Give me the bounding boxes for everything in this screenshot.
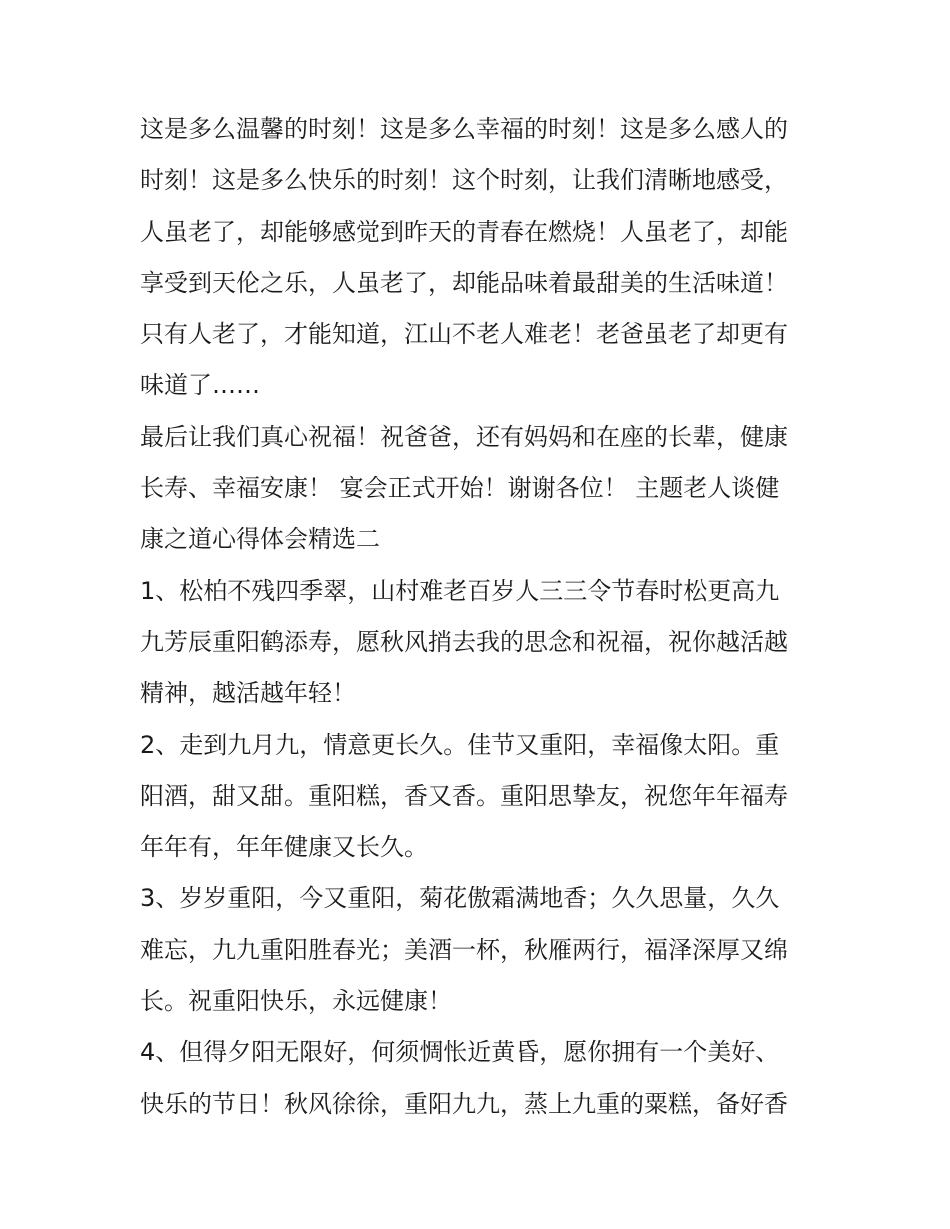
document-body (140, 104, 820, 1130)
text-line: 时刻！这是多么快乐的时刻！这个时刻，让我们清晰地感受， (140, 166, 788, 195)
text-line: 味道了…… (140, 371, 260, 400)
text-line: 人虽老了，却能够感觉到昨天的青春在燃烧！人虽老了，却能 (140, 217, 788, 246)
list-item-line: 精神，越活越年轻！ (140, 679, 356, 708)
text-line: 只有人老了，才能知道，江山不老人难老！老爸虽老了却更有 (140, 320, 788, 349)
list-item-line: 难忘，九九重阳胜春光；美酒一杯，秋雁两行，福泽深厚又绵 (140, 935, 788, 964)
list-item-line: 长。祝重阳快乐，永远健康！ (140, 987, 452, 1016)
list-item-line: 3、岁岁重阳，今又重阳，菊花傲霜满地香；久久思量，久久 (140, 884, 780, 913)
list-item-line: 1、松柏不残四季翠，山村难老百岁人三三令节春时松更高九 (140, 576, 780, 605)
list-item-line: 九芳辰重阳鹤添寿，愿秋风捎去我的思念和祝福，祝你越活越 (140, 627, 788, 656)
text-line: 享受到天伦之乐，人虽老了，却能品味着最甜美的生活味道！ (140, 268, 788, 297)
list-item-line: 快乐的节日！秋风徐徐，重阳九九，蒸上九重的粟糕，备好香 (140, 1089, 788, 1118)
text-line: 最后让我们真心祝福！祝爸爸，还有妈妈和在座的长辈，健康 (140, 422, 788, 451)
list-item-line: 阳酒，甜又甜。重阳糕，香又香。重阳思挚友，祝您年年福寿 (140, 781, 788, 810)
list-item-line: 2、走到九月九，情意更长久。佳节又重阳，幸福像太阳。重 (140, 730, 780, 759)
list-item-line: 4、但得夕阳无限好，何须惆怅近黄昏，愿你拥有一个美好、 (140, 1038, 780, 1067)
text-line: 长寿、幸福安康！ 宴会正式开始！谢谢各位！ 主题老人谈健 (140, 474, 780, 503)
text-line: 这是多么温馨的时刻！这是多么幸福的时刻！这是多么感人的 (140, 115, 788, 143)
list-item-line: 年年有，年年健康又长久。 (140, 833, 428, 862)
text-line: 康之道心得体会精选二 (140, 525, 380, 554)
